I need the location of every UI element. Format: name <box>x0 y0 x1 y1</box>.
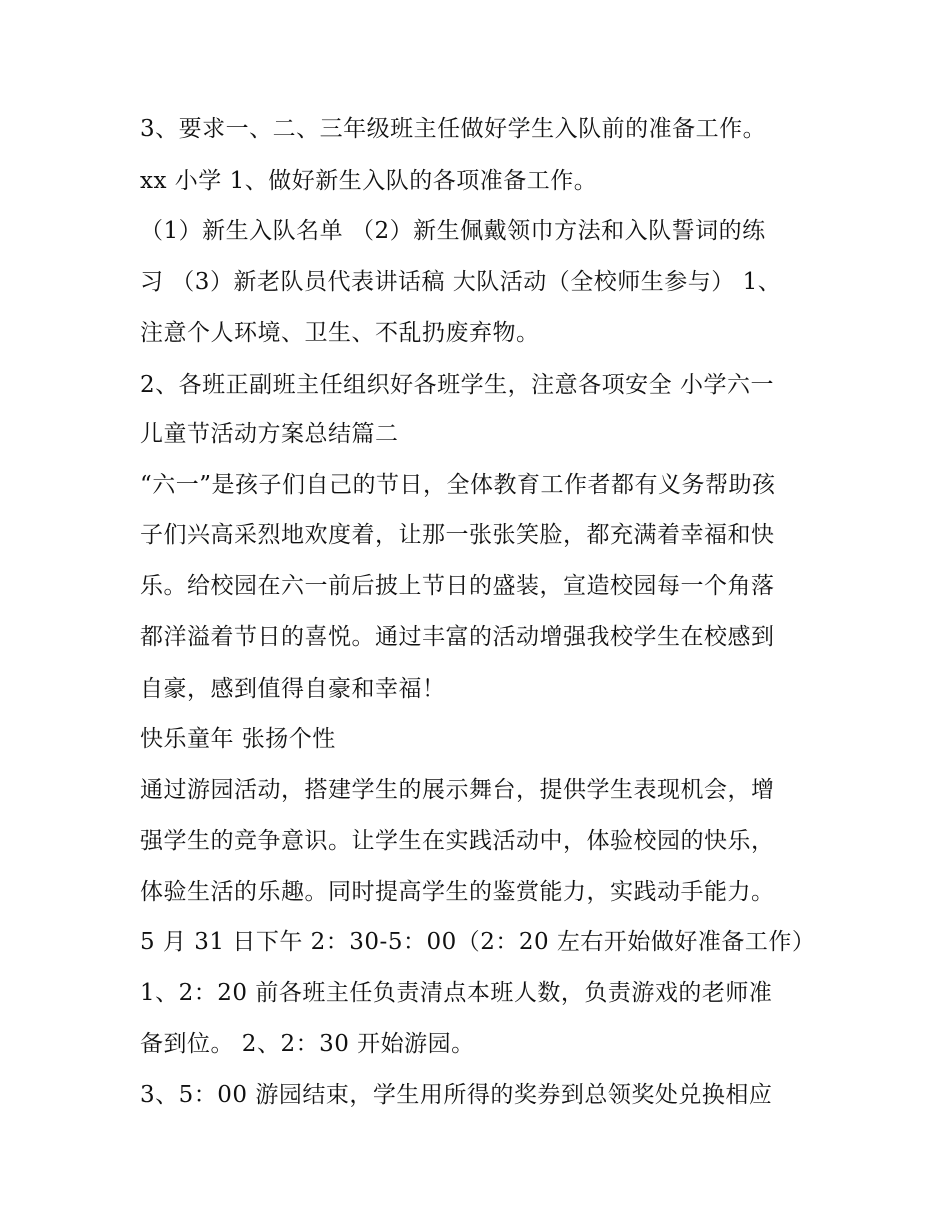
text-line: 注意个人环境、卫生、不乱扔废弃物。 <box>140 320 540 346</box>
text-line: 习 （3）新老队员代表讲话稿 大队活动（全校师生参与） 1、 <box>140 269 782 295</box>
text-line: “六一”是孩子们自己的节日，全体教育工作者都有义务帮助孩 <box>140 472 776 498</box>
text-line: 5 月 31 日下午 2：30-5：00（2：20 左右开始做好准备工作） <box>140 929 816 955</box>
text-line: 通过游园活动，搭建学生的展示舞台，提供学生表现机会，增 <box>140 777 775 803</box>
text-line: 1、2：20 前各班主任负责清点本班人数，负责游戏的老师准 <box>140 980 773 1006</box>
text-line: xx 小学 1、做好新生入队的各项准备工作。 <box>140 168 598 194</box>
text-line: 快乐童年 张扬个性 <box>140 726 336 752</box>
text-line: 子们兴高采烈地欢度着，让那一张张笑脸，都充满着幸福和快 <box>140 522 775 548</box>
text-line: 儿童节活动方案总结篇二 <box>140 421 399 447</box>
text-line: 乐。给校园在六一前后披上节日的盛装，宣造校园每一个角落 <box>140 573 775 599</box>
text-line: 都洋溢着节日的喜悦。通过丰富的活动增强我校学生在校感到 <box>140 624 775 650</box>
text-line: 强学生的竞争意识。让学生在实践活动中，体验校园的快乐， <box>140 828 775 854</box>
text-line: 备到位。 2、2：30 开始游园。 <box>140 1031 475 1057</box>
text-line: 3、5：00 游园结束，学生用所得的奖券到总领奖处兑换相应 <box>140 1082 773 1108</box>
text-line: 2、各班正副班主任组织好各班学生，注意各项安全 小学六一 <box>140 372 774 398</box>
text-line: （1）新生入队名单 （2）新生佩戴领巾方法和入队誓词的练 <box>140 218 766 244</box>
text-line: 3、要求一、二、三年级班主任做好学生入队前的准备工作。 <box>140 116 767 142</box>
text-line: 自豪，感到值得自豪和幸福！ <box>140 676 446 702</box>
text-line: 体验生活的乐趣。同时提高学生的鉴赏能力，实践动手能力。 <box>140 879 775 905</box>
